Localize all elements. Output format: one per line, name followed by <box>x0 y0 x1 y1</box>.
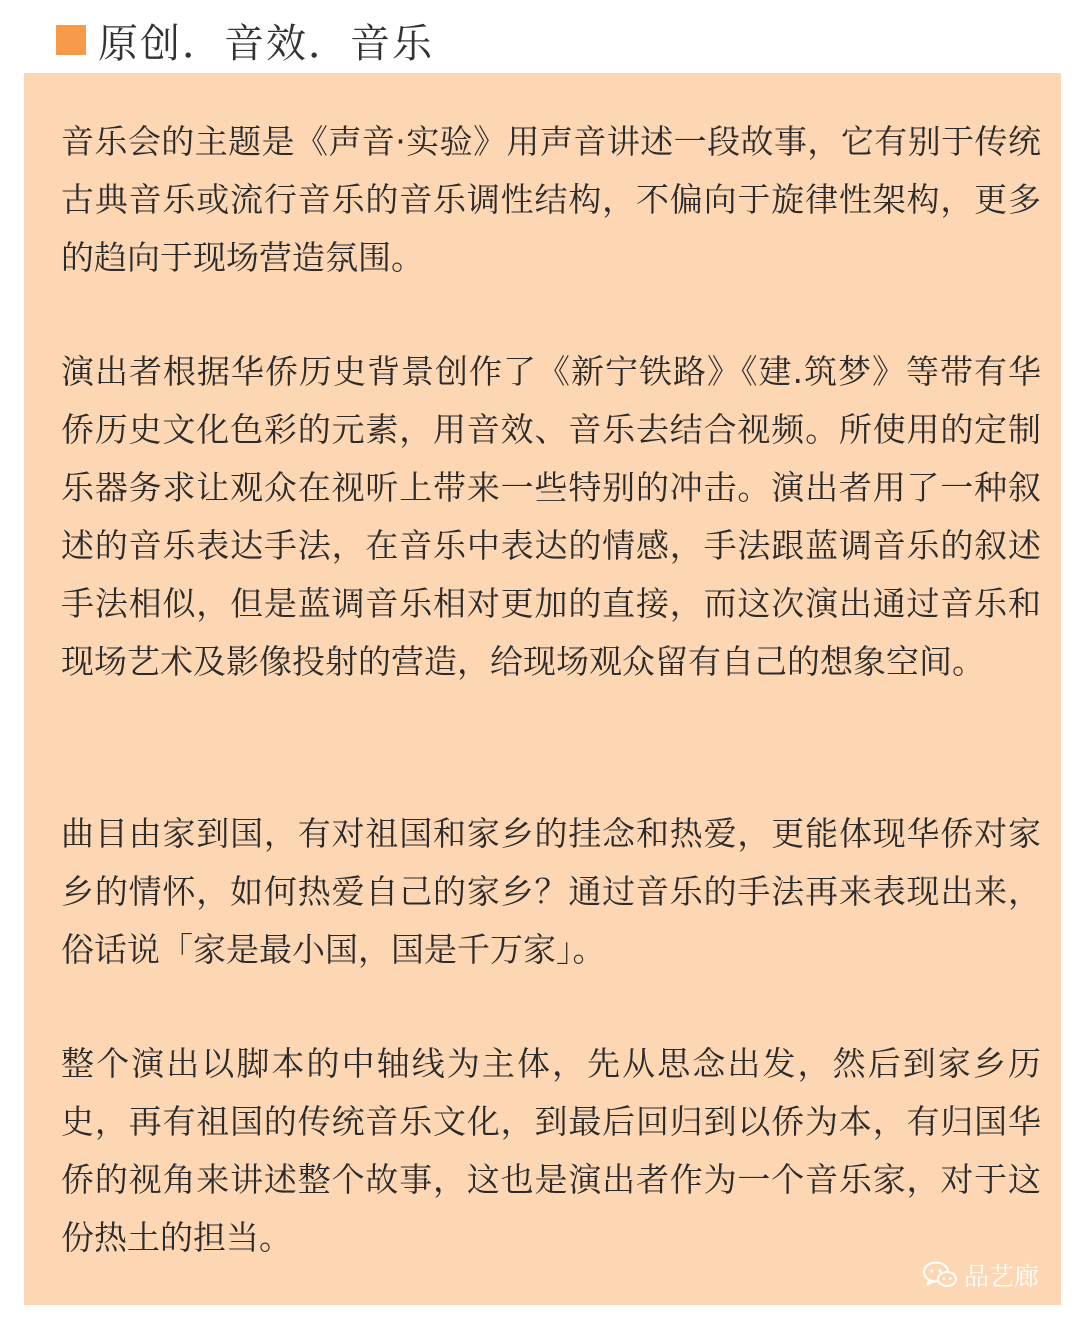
wechat-icon <box>922 1260 958 1290</box>
paragraph-1: 音乐会的主题是《声音·实验》用声音讲述一段故事，它有别于传统古典音乐或流行音乐的音乐调性结构，不偏向于旋律性架构，更多的趋向于现场营造氛围。 <box>61 122 1041 277</box>
paragraph-4: 整个演出以脚本的中轴线为主体，先从思念出发，然后到家乡历史，再有祖国的传统音乐文化，到最后回归到以侨为本，有归国华侨的视角来讲述整个故事，这也是演出者作为一个音乐家，对于这份热土的担当。 <box>61 1044 1041 1257</box>
watermark-label: 品艺廊 <box>963 1262 1039 1291</box>
paragraph-2: 演出者根据华侨历史背景创作了《新宁铁路》《建.筑梦》等带有华侨历史文化色彩的元素，用音效、音乐去结合视频。所使用的定制乐器务求让观众在视听上带来一些特别的冲击。演出者用了一种叙述的音乐表达手法，在音乐中表达的情感，手法跟蓝调音乐的叙述手法相似，但是蓝调音乐相对更加的直接，而这次演出通过音乐和现场艺术及影像投射的营造，给现场观众留有自己的想象空间。 <box>61 352 1041 681</box>
paragraph-3: 曲目由家到国，有对祖国和家乡的挂念和热爱，更能体现华侨对家乡的情怀，如何热爱自己的家乡？通过音乐的手法再来表现出来，俗话说「家是最小国，国是千万家」。 <box>61 814 1041 969</box>
section-header <box>56 10 434 70</box>
section-title: 原创．音效．音乐 <box>98 20 434 67</box>
watermark <box>922 1257 1039 1293</box>
header-accent-square <box>56 25 86 55</box>
content-panel <box>24 73 1061 1305</box>
